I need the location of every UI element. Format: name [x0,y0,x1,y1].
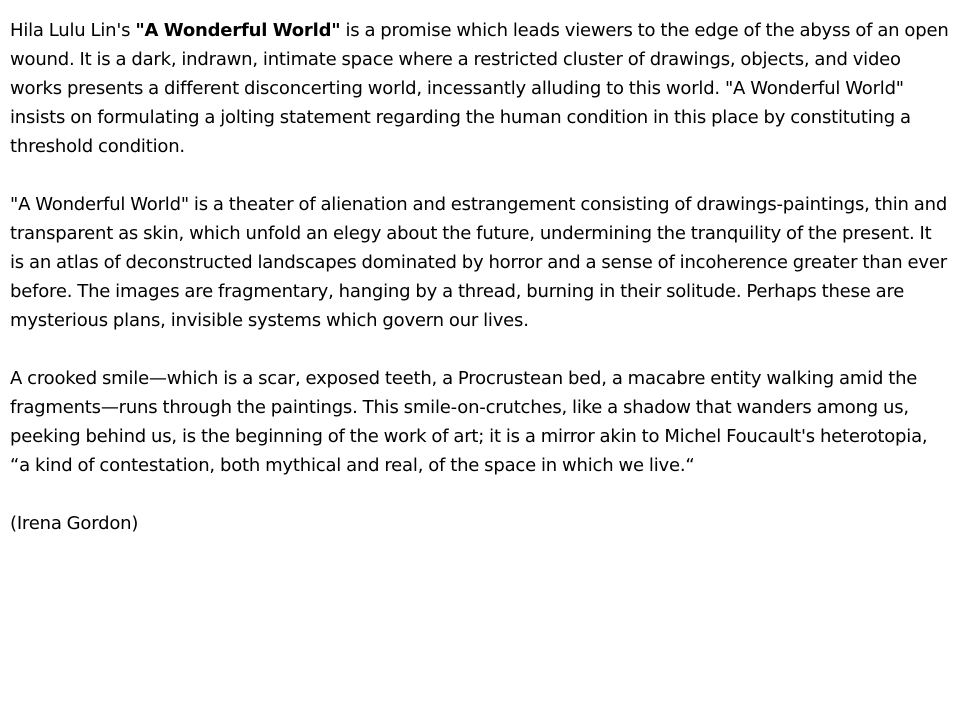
author-attribution: (Irena Gordon) [10,513,139,534]
paragraph-intro [10,16,950,161]
paragraph-theater: "A Wonderful World" is a theater of alienation and estrangement consisting of drawings-paintings, thin and transparent as skin, which unfold an elegy about the future, undermining the tranquility of the present. It is an atlas of deconstructed landscapes dominated by horror and a sense of incoherence greater than ever before. The images are fragmentary, hanging by a thread, burning in their solitude. Perhaps these are mysterious plans, invisible systems which govern our lives. [10,194,948,331]
foucault-quote: “a kind of contestation, both mythical and real, of the space in which we live.“ [10,455,695,476]
intro-lead: Hila Lulu Lin's [10,20,136,41]
paragraph-smile: A crooked smile—which is a scar, exposed teeth, a Procrustean bed, a macabre entity walking amid the fragments—runs through the paintings. This smile-on-crutches, like a shadow that wanders among us, peeking behind us, is the beginning of the work of art; it is a mirror akin to Michel Foucault's heterotopia, [10,368,928,447]
exhibition-title: "A Wonderful World" [135,20,341,41]
document-body [10,16,950,567]
intro-rest: is a promise which leads viewers to the edge of the abyss of an open wound. It is a dark, indrawn, intimate space where a restricted cluster of drawings, objects, and video works presents a different disconcerting world, incessantly alluding to this world. "A Wonderful World" insists on formulating a jolting statement regarding the human condition in this place by constituting a threshold condition. [10,20,949,157]
